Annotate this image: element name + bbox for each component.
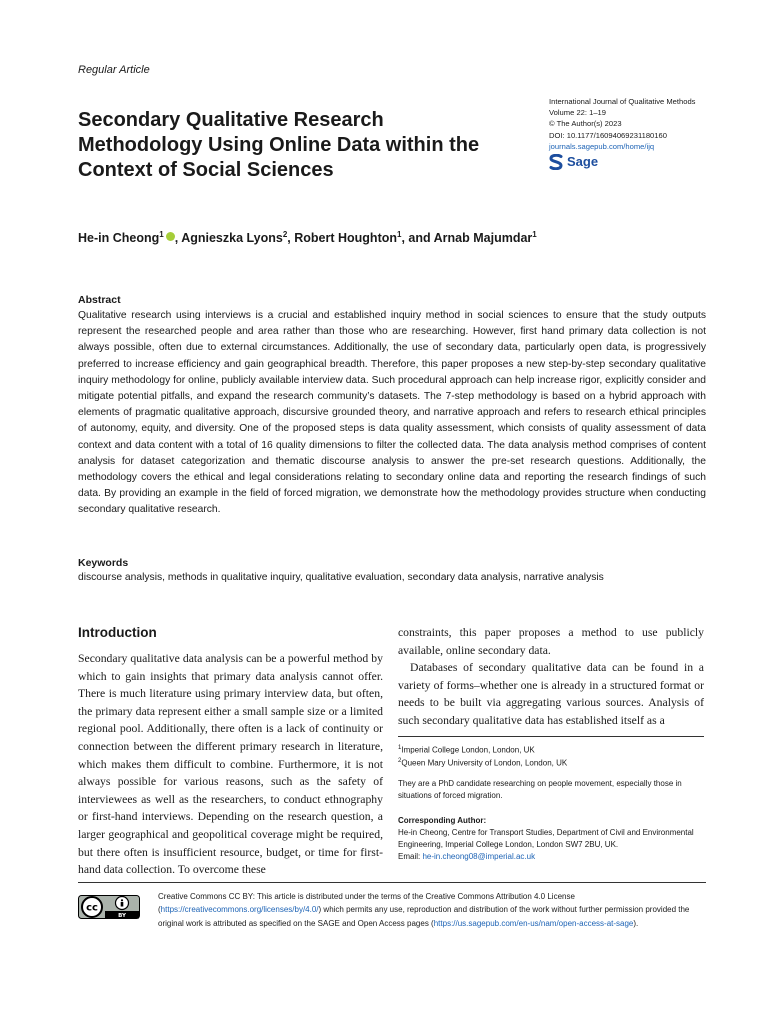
author-affiliation: 1	[397, 230, 402, 239]
body-paragraph: Secondary qualitative data analysis can be a powerful method by which to gain insights that primary data analysis cannot offer. There is much literature using primary interview data, but often, the primary data represent either a small sample size or a limited regional pool. Additionally, there often is a lack of continuity or connection between the different primary research in literature, which makes them difficult to combine. Furthermore, it is not always possible for various reasons, such as the safety of interviewees as well as the researchers, to conduct ethnography or first-hand interviews. Depending on the research question, a larger geographical and geopolitical coverage might be required, but there often is insufficient resource, budget, or time for first-hand data collection. To overcome these	[78, 652, 383, 877]
author-affiliation: 2	[282, 230, 288, 239]
author-separator: ,	[174, 231, 182, 246]
author-name[interactable]: He-in Cheong	[78, 231, 160, 246]
sage-logo-icon	[549, 154, 563, 170]
footnote-divider	[398, 736, 704, 737]
license-link[interactable]: https://creativecommons.org/licenses/by/4.0/	[160, 905, 319, 915]
copyright: © The Author(s) 2023	[549, 119, 622, 129]
email-link[interactable]: he-in.cheong08@imperial.ac.uk	[422, 852, 536, 861]
license-text	[78, 890, 706, 930]
author-list	[78, 230, 718, 245]
keywords-heading: Keywords	[78, 557, 129, 569]
corresponding-address: He-in Cheong, Centre for Transport Studies, Department of Civil and Environmental Engineering, Imperial College London, London SW7 2BU, UK.	[398, 828, 694, 849]
license-divider	[78, 882, 706, 883]
publisher-name: Sage	[567, 154, 599, 170]
badge-spacer	[78, 890, 158, 930]
author-name[interactable]: Arnab Majumdar	[433, 231, 533, 246]
license-text-part: ) which permits any use, reproduction and distribution of the work without further permission provided the original work is attributed as specified on the SAGE and Open Access pages (	[158, 905, 690, 928]
title-line: Context of Social Sciences	[78, 159, 334, 181]
author-name[interactable]: Agnieszka Lyons	[181, 231, 283, 246]
journal-link[interactable]: journals.sagepub.com/home/ijq	[549, 141, 655, 151]
email-label: Email:	[398, 852, 423, 861]
author-bio: They are a PhD candidate researching on people movement, especially those in situations of forced migration.	[398, 779, 682, 800]
author-affiliation: 1	[159, 230, 164, 239]
introduction-heading: Introduction	[78, 625, 157, 640]
title-line: Methodology Using Online Data within the	[78, 134, 480, 156]
affiliation-2	[398, 755, 704, 770]
journal-volume: Volume 22: 1–19	[549, 108, 606, 118]
publisher-logo	[549, 154, 749, 170]
license-text-part: ).	[633, 918, 639, 928]
author-name[interactable]: Robert Houghton	[294, 231, 398, 246]
abstract-heading: Abstract	[78, 294, 121, 306]
keywords-text: discourse analysis, methods in qualitative inquiry, qualitative evaluation, secondary data analysis, narrative analysis	[78, 572, 604, 583]
corresponding-author	[398, 827, 704, 863]
author-separator: ,	[287, 231, 295, 246]
cc-badge-label: cc	[86, 902, 98, 914]
title-line: Secondary Qualitative Research	[78, 109, 384, 131]
journal-meta	[549, 96, 749, 170]
affiliation-marker: 2	[398, 758, 402, 764]
body-paragraph: Databases of secondary qualitative data can be found in a variety of forms–whether one is already in a structured format or needs to be built via aggregating various sources. Analysis of such secondary qualitative data has established itself as a	[398, 661, 704, 727]
orcid-icon[interactable]	[166, 232, 175, 241]
author-affiliation: 1	[532, 230, 537, 239]
corresponding-heading: Corresponding Author:	[398, 816, 487, 825]
journal-name: International Journal of Qualitative Methods	[549, 97, 696, 106]
affiliation-text: Imperial College London, London, UK	[401, 745, 535, 755]
body-paragraph: constraints, this paper proposes a method to use publicly available, online secondary data.	[398, 626, 704, 657]
abstract-text: Qualitative research using interviews is a crucial and established inquiry method in social sciences to ensure that the study outputs represent the researched people and area rather than those who are researching. However, first hand primary data collection is not always possible, often due to external circumstances. Additionally, the use of secondary data, particularly open data, is progressively preferred to increase efficiency and gain geographical breadth. Therefore, this paper proposes a new step-by-step secondary qualitative inquiry methodology for online, publicly available interview data. Such procedural approach can help increase rigor, explicitly consider and mitigate potential pitfalls, and expand the research community’s datasets. The 7-step methodology is based on a hybrid approach with elements of pragmatic qualitative approach, discursive grounded theory, and narrative approach and refers to research ethical principles of autonomy, equity, and diversity. One of the proposed steps is data quality assessment, which consists of quality assessment of data context and data content with a total of 16 quality dimensions to filter the collected data. The data analysis method comprises of content analysis for dataset categorization and thematic discourse analysis to answer the pre-set research questions. Additionally, the methodology covers the ethical and legal considerations relating to secondary online data and reporting the research findings of such data. By providing an example in the field of forced migration, we demonstrate how the methodology provides structure when conducting secondary qualitative research.	[78, 310, 706, 516]
by-badge-label: BY	[118, 913, 126, 919]
license-text-part: Creative Commons CC BY: This article is distributed under the terms of the Creative Commons Attribution 4.0 License (	[158, 892, 575, 915]
affiliation-marker: 1	[398, 745, 402, 751]
doi: DOI: 10.1177/16094069231180160	[549, 130, 667, 140]
open-access-link[interactable]: https://us.sagepub.com/en-us/nam/open-access-at-sage	[433, 918, 634, 928]
article-title	[78, 108, 538, 183]
author-separator: , and	[401, 231, 434, 246]
affiliation-text: Queen Mary University of London, London, UK	[401, 758, 568, 768]
section-label: Regular Article	[78, 64, 150, 76]
